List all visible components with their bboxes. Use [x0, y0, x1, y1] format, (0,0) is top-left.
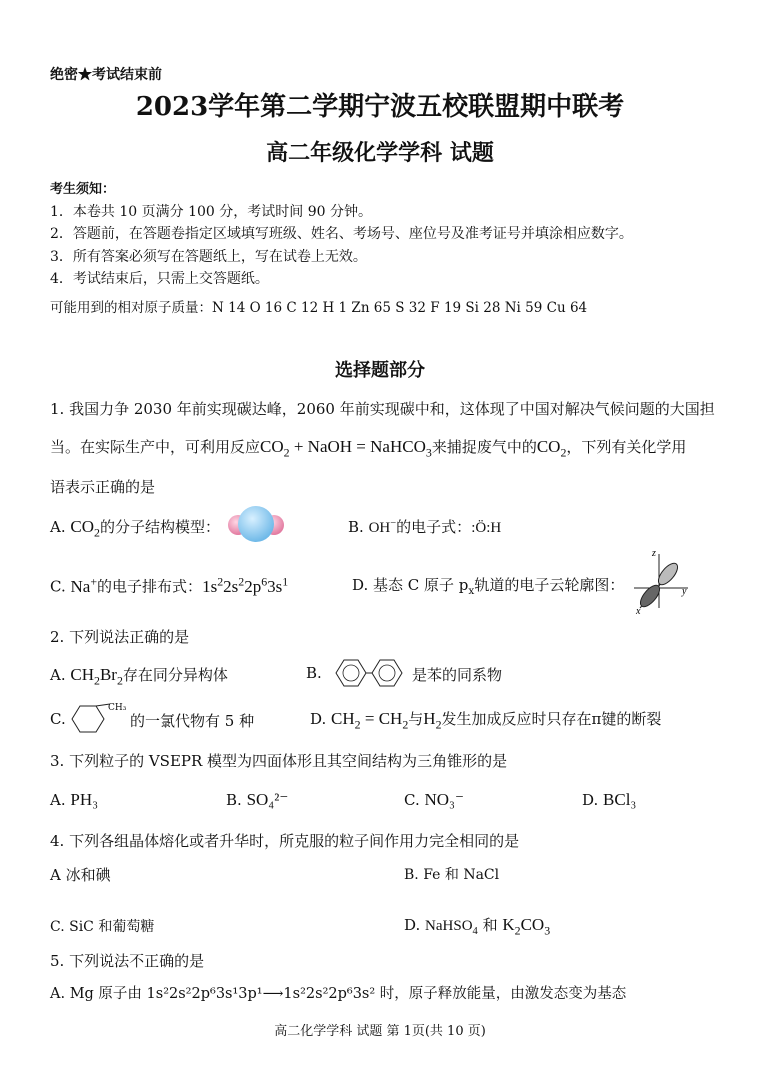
q3-option-b: B. SO₄²⁻	[226, 790, 289, 809]
notice-item: 4．考试结束后，只需上交答题纸。	[50, 271, 269, 287]
notice-item: 3．所有答案必须写在答题纸上，写在试卷上无效。	[50, 249, 367, 265]
q1-option-a: A. $CO_2$的分子结构模型：	[50, 517, 220, 540]
q2-option-c-label: C.	[50, 710, 66, 728]
atomic-masses: 可能用到的相对原子质量：N 14 O 16 C 12 H 1 Zn 65 S 32 F 19 Si 28 Ni 59 Cu 64	[50, 300, 588, 316]
q1-option-d: D. 基态 C 原子 $p_x$轨道的电子云轮廓图：	[352, 576, 625, 597]
q2-option-b: 是苯的同系物	[412, 666, 503, 684]
section-title: 选择题部分	[335, 360, 425, 381]
q1-line2: 当。在实际生产中，可利用反应$CO_2$ + NaOH = NaHCO$_3$来捕捉废气中的$CO_2$，下列有关化学用	[50, 437, 687, 460]
page-footer: 高二化学学科 试题 第 1页(共 10 页)	[274, 1024, 486, 1039]
q2-option-b-label: B.	[306, 664, 322, 682]
q2-option-c: 的一氯代物有 5 种	[130, 712, 255, 730]
q4-option-c: C. SiC 和葡萄糖	[50, 919, 155, 935]
notice-item: 2．答题前，在答题卷指定区域填写班级、姓名、考场号、座位号及准考证号并填涂相应数字。	[50, 226, 633, 242]
biphenyl-structure	[326, 656, 412, 690]
svg-text:y: y	[682, 586, 687, 597]
q4-option-b: B. Fe 和 NaCl	[404, 867, 500, 883]
exam-subtitle: 高二年级化学学科 试题	[266, 140, 494, 166]
q1-line1: 1. 我国力争 2030 年前实现碳达峰，2060 年前实现碳中和，这体现了中国对解决气候问题的大国担	[50, 400, 715, 418]
q1-option-b: B. OH−的电子式：:Ö:H	[348, 518, 502, 536]
px-orbital-diagram	[624, 548, 694, 617]
q1-line3: 语表示正确的是	[50, 478, 156, 496]
q2-option-a: A. $CH_2Br_2$存在同分异构体	[50, 665, 228, 688]
svg-text:x: x	[636, 606, 641, 617]
notice-heading: 考生须知：	[50, 182, 116, 197]
methyl-label: CH₃	[108, 703, 127, 713]
notice-item: 1．本卷共 10 页满分 100 分，考试时间 90 分钟。	[50, 204, 372, 220]
svg-text:z: z	[652, 548, 656, 559]
q3-stem: 3. 下列粒子的 VSEPR 模型为四面体形且其空间结构为三角锥形的是	[50, 752, 508, 770]
q1-option-c: C. Na+的电子排布式：$1s^22s^22p^63s^1$	[50, 574, 289, 596]
q4-stem: 4. 下列各组晶体熔化或者升华时，所克服的粒子间作用力完全相同的是	[50, 832, 520, 850]
q4-option-a: A 冰和碘	[50, 866, 111, 884]
q3-option-c: C. NO₃⁻	[404, 790, 464, 809]
q4-option-d: D. NaHSO$_4$ 和 $K_2CO_3$	[404, 915, 551, 938]
q5-option-a: A. Mg 原子由 1s²2s²2p⁶3s¹3p¹⟶1s²2s²2p⁶3s² 时，原子释放能量，由激发态变为基态	[50, 986, 627, 1002]
q3-option-a: A. PH₃	[50, 790, 99, 809]
q5-stem: 5. 下列说法不正确的是	[50, 952, 205, 970]
co2-model-image	[228, 503, 284, 545]
q2-stem: 2. 下列说法正确的是	[50, 628, 190, 646]
q3-option-d: D. BCl₃	[582, 790, 637, 809]
exam-title: 2023学年第二学期宁波五校联盟期中联考	[135, 92, 625, 122]
confidential-label: 绝密★考试结束前	[50, 67, 162, 83]
q2-option-d: D. $CH_2 = CH_2$与$H_2$发生加成反应时只存在π键的断裂	[310, 709, 662, 732]
